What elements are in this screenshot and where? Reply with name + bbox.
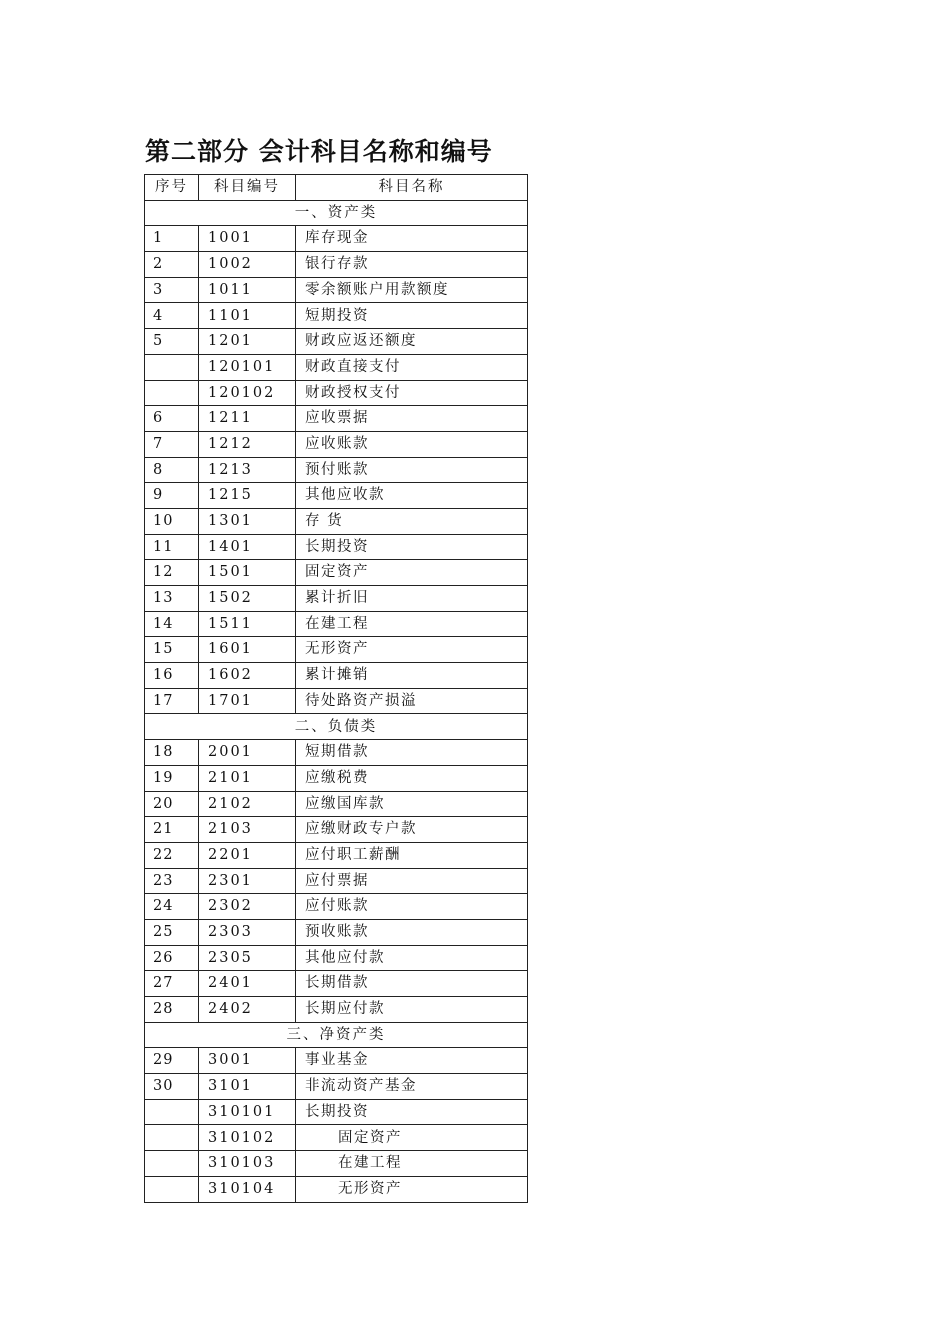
cell-name: 累计摊销	[296, 663, 528, 689]
cell-name: 固定资产	[296, 560, 528, 586]
cell-name: 库存现金	[296, 226, 528, 252]
table-row	[145, 997, 528, 1023]
table-row	[145, 1176, 528, 1202]
table-row	[145, 663, 528, 689]
cell-index: 2	[145, 252, 199, 278]
cell-index: 8	[145, 457, 199, 483]
cell-name: 事业基金	[296, 1048, 528, 1074]
cell-index: 1	[145, 226, 199, 252]
cell-index: 6	[145, 406, 199, 432]
cell-code: 120101	[199, 354, 296, 380]
table-row	[145, 611, 528, 637]
cell-name: 无形资产	[296, 1176, 528, 1202]
cell-index: 11	[145, 534, 199, 560]
table-row	[145, 765, 528, 791]
cell-name: 应付票据	[296, 868, 528, 894]
cell-code: 310102	[199, 1125, 296, 1151]
cell-index: 21	[145, 817, 199, 843]
cell-index: 26	[145, 945, 199, 971]
table-row	[145, 1074, 528, 1100]
table-row	[145, 329, 528, 355]
cell-name: 其他应收款	[296, 483, 528, 509]
cell-index: 3	[145, 277, 199, 303]
table-row	[145, 534, 528, 560]
cell-code: 2303	[199, 919, 296, 945]
cell-index: 27	[145, 971, 199, 997]
cell-name: 银行存款	[296, 252, 528, 278]
cell-name: 应付账款	[296, 894, 528, 920]
cell-name: 固定资产	[296, 1125, 528, 1151]
table-row	[145, 842, 528, 868]
table-row	[145, 252, 528, 278]
cell-code: 2302	[199, 894, 296, 920]
table-row	[145, 586, 528, 612]
category-row	[145, 714, 528, 740]
cell-code: 1215	[199, 483, 296, 509]
cell-code: 1601	[199, 637, 296, 663]
cell-code: 310103	[199, 1151, 296, 1177]
cell-name: 长期借款	[296, 971, 528, 997]
table-row	[145, 919, 528, 945]
cell-code: 1602	[199, 663, 296, 689]
header-code: 科目编号	[199, 175, 296, 201]
cell-code: 1001	[199, 226, 296, 252]
cell-name: 预付账款	[296, 457, 528, 483]
cell-code: 3101	[199, 1074, 296, 1100]
table-row	[145, 226, 528, 252]
cell-name: 预收账款	[296, 919, 528, 945]
table-row	[145, 303, 528, 329]
cell-name: 应收账款	[296, 431, 528, 457]
cell-name: 短期借款	[296, 740, 528, 766]
table-row	[145, 817, 528, 843]
cell-index	[145, 380, 199, 406]
cell-code: 1101	[199, 303, 296, 329]
cell-code: 2201	[199, 842, 296, 868]
cell-code: 1211	[199, 406, 296, 432]
cell-name: 待处路资产损溢	[296, 688, 528, 714]
cell-index: 16	[145, 663, 199, 689]
cell-index: 18	[145, 740, 199, 766]
cell-name: 长期应付款	[296, 997, 528, 1023]
cell-name: 应缴税费	[296, 765, 528, 791]
table-row	[145, 1151, 528, 1177]
category-row	[145, 200, 528, 226]
cell-code: 120102	[199, 380, 296, 406]
cell-code: 1502	[199, 586, 296, 612]
table-row	[145, 945, 528, 971]
table-row	[145, 560, 528, 586]
cell-index: 28	[145, 997, 199, 1023]
cell-code: 2401	[199, 971, 296, 997]
table-row	[145, 791, 528, 817]
account-table	[144, 174, 528, 1203]
cell-index	[145, 1099, 199, 1125]
cell-index: 14	[145, 611, 199, 637]
cell-name: 零余额账户用款额度	[296, 277, 528, 303]
cell-name: 累计折旧	[296, 586, 528, 612]
category-label: 三、净资产类	[145, 1022, 528, 1048]
cell-index: 15	[145, 637, 199, 663]
cell-index	[145, 354, 199, 380]
table-row	[145, 277, 528, 303]
table-row	[145, 508, 528, 534]
category-label: 二、负债类	[145, 714, 528, 740]
cell-code: 1401	[199, 534, 296, 560]
table-row	[145, 354, 528, 380]
cell-index	[145, 1151, 199, 1177]
cell-index: 24	[145, 894, 199, 920]
cell-index: 19	[145, 765, 199, 791]
cell-name: 财政应返还额度	[296, 329, 528, 355]
cell-name: 非流动资产基金	[296, 1074, 528, 1100]
cell-code: 2103	[199, 817, 296, 843]
cell-code: 310101	[199, 1099, 296, 1125]
table-row	[145, 1048, 528, 1074]
table-row	[145, 740, 528, 766]
cell-name: 短期投资	[296, 303, 528, 329]
cell-index: 12	[145, 560, 199, 586]
cell-name: 应缴财政专户款	[296, 817, 528, 843]
cell-code: 1301	[199, 508, 296, 534]
cell-code: 1701	[199, 688, 296, 714]
cell-name: 长期投资	[296, 534, 528, 560]
cell-code: 2402	[199, 997, 296, 1023]
cell-index	[145, 1176, 199, 1202]
table-row	[145, 457, 528, 483]
cell-name: 无形资产	[296, 637, 528, 663]
cell-index: 5	[145, 329, 199, 355]
cell-code: 2001	[199, 740, 296, 766]
category-row	[145, 1022, 528, 1048]
table-row	[145, 894, 528, 920]
cell-name: 应收票据	[296, 406, 528, 432]
document-title: 第二部分 会计科目名称和编号	[145, 137, 493, 166]
cell-code: 3001	[199, 1048, 296, 1074]
cell-name: 应缴国库款	[296, 791, 528, 817]
table-row	[145, 1099, 528, 1125]
cell-code: 1201	[199, 329, 296, 355]
cell-index: 13	[145, 586, 199, 612]
cell-index: 17	[145, 688, 199, 714]
table-row	[145, 637, 528, 663]
cell-code: 2301	[199, 868, 296, 894]
cell-index: 29	[145, 1048, 199, 1074]
cell-code: 1212	[199, 431, 296, 457]
cell-code: 1011	[199, 277, 296, 303]
table-row	[145, 1125, 528, 1151]
cell-name: 存 货	[296, 508, 528, 534]
cell-name: 在建工程	[296, 611, 528, 637]
cell-name: 其他应付款	[296, 945, 528, 971]
table-row	[145, 868, 528, 894]
table-row	[145, 406, 528, 432]
account-table-body	[145, 175, 528, 1203]
cell-name: 财政授权支付	[296, 380, 528, 406]
cell-name: 应付职工薪酬	[296, 842, 528, 868]
category-label: 一、资产类	[145, 200, 528, 226]
cell-code: 1213	[199, 457, 296, 483]
cell-index: 4	[145, 303, 199, 329]
cell-name: 在建工程	[296, 1151, 528, 1177]
cell-code: 310104	[199, 1176, 296, 1202]
table-header-row	[145, 175, 528, 201]
cell-index: 25	[145, 919, 199, 945]
cell-name: 财政直接支付	[296, 354, 528, 380]
header-name: 科目名称	[296, 175, 528, 201]
cell-code: 2102	[199, 791, 296, 817]
cell-index	[145, 1125, 199, 1151]
cell-index: 10	[145, 508, 199, 534]
table-row	[145, 380, 528, 406]
cell-index: 20	[145, 791, 199, 817]
table-row	[145, 971, 528, 997]
cell-code: 1511	[199, 611, 296, 637]
cell-code: 1002	[199, 252, 296, 278]
cell-name: 长期投资	[296, 1099, 528, 1125]
table-row	[145, 483, 528, 509]
table-row	[145, 431, 528, 457]
cell-index: 7	[145, 431, 199, 457]
cell-index: 23	[145, 868, 199, 894]
cell-index: 30	[145, 1074, 199, 1100]
header-index: 序号	[145, 175, 199, 201]
cell-code: 1501	[199, 560, 296, 586]
cell-code: 2101	[199, 765, 296, 791]
cell-code: 2305	[199, 945, 296, 971]
table-row	[145, 688, 528, 714]
cell-index: 9	[145, 483, 199, 509]
cell-index: 22	[145, 842, 199, 868]
